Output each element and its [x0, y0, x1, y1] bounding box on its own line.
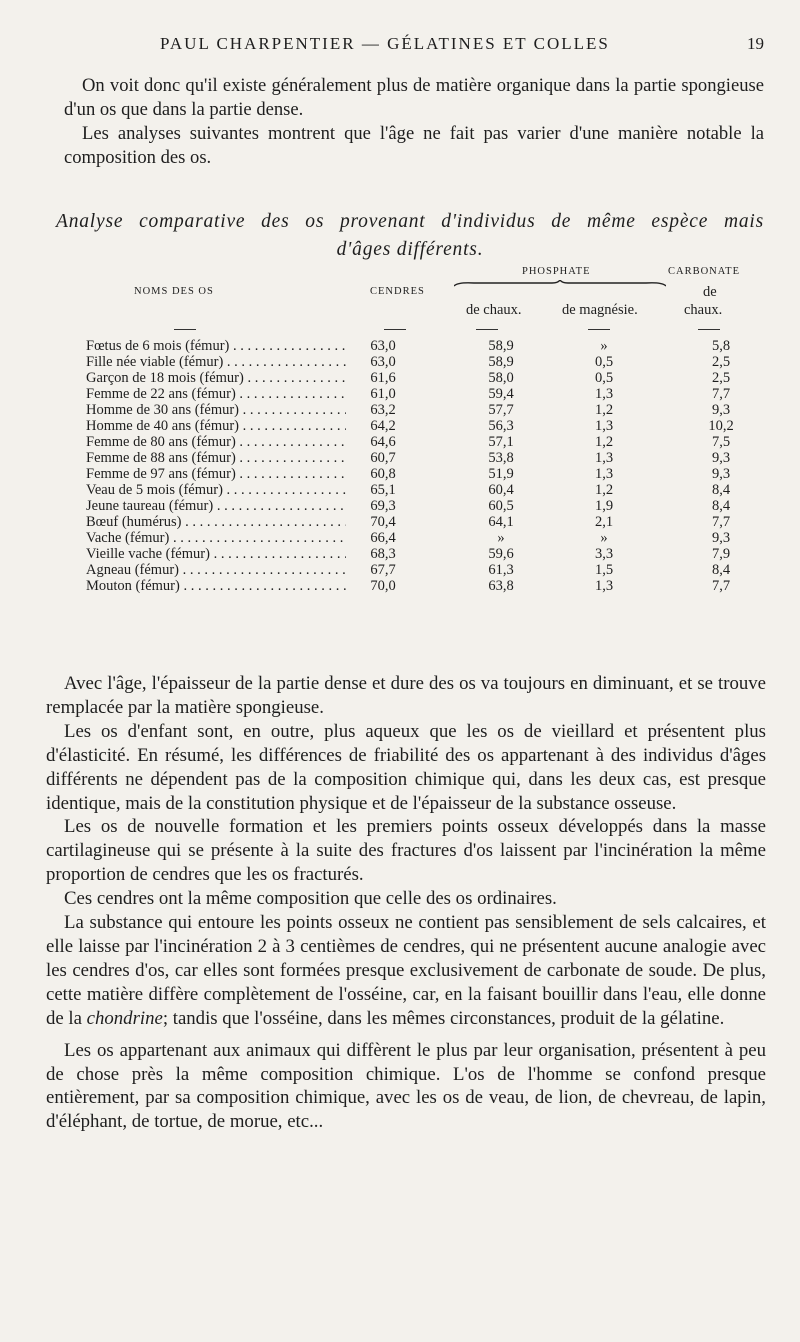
cell-cendres: 61,0	[370, 386, 396, 402]
caption-line-2: d'âges différents.	[336, 239, 484, 260]
table-row	[86, 402, 766, 418]
paragraph-1: Avec l'âge, l'épaisseur de la partie dense et dure des os va toujours en diminuant, et se trouve remplacée par la matière spongieuse.	[46, 673, 766, 718]
bone-name: Vache (fémur) . . .	[86, 530, 346, 546]
cell-phos-chaux: 53,8	[488, 450, 514, 466]
cell-phos-magnesie: 1,9	[594, 498, 614, 514]
cell-phos-chaux: 58,9	[488, 354, 514, 370]
intro-paragraph-2: Les analyses suivantes montrent que l'âge ne fait pas varier d'une manière notable la composition des os.	[64, 123, 764, 168]
header-noms: NOMS DES OS	[134, 286, 214, 297]
subheader-chaux: de chaux.	[466, 302, 522, 318]
cell-carbonate: 7,7	[711, 514, 731, 530]
bone-name: Veau de 5 mois (fémur) . . .	[86, 482, 346, 498]
cell-phos-magnesie: 3,3	[594, 546, 614, 562]
cell-carbonate: 8,4	[711, 562, 731, 578]
table-row	[86, 562, 766, 578]
table-row	[86, 418, 766, 434]
cell-phos-magnesie: »	[600, 338, 608, 354]
cell-carbonate: 2,5	[711, 354, 731, 370]
running-title: PAUL CHARPENTIER — GÉLATINES ET COLLES	[160, 34, 610, 53]
cell-carbonate: 9,3	[711, 530, 731, 546]
header-rule	[588, 329, 610, 330]
cell-phos-magnesie: 0,5	[594, 370, 614, 386]
table-row	[86, 514, 766, 530]
paragraph-2: Les os d'enfant sont, en outre, plus aqueux que les os de vieillard et présentent plus d'élasticité. En résumé, les différences de friabilité des os appartenant à des individus d'âges différents ne dépendent pas de la composition chimique qui, dans les deux cas, est presque identique, mais de la constitution physique et de l'épaisseur de la substance osseuse.	[46, 720, 766, 814]
intro-paragraph-1: On voit donc qu'il existe généralement plus de matière organique dans la partie spongieuse d'un os que dans la partie dense.	[64, 75, 764, 120]
cell-cendres: 63,2	[370, 402, 396, 418]
table-row	[86, 530, 766, 546]
cell-phos-chaux: 59,6	[488, 546, 514, 562]
paragraph-6: Les os appartenant aux animaux qui diffèrent le plus par leur organisation, présentent à peu de chose près la même composition chimique. L'os de l'homme se confond presque entièrement, par sa composition chimique, avec les os de veau, de lion, de chevreau, de lapin, d'éléphant, de tortue, de morue, etc...	[46, 1039, 766, 1133]
cell-carbonate: 8,4	[711, 482, 731, 498]
paragraph-4: Ces cendres ont la même composition que celle des os ordinaires.	[64, 888, 557, 910]
cell-cendres: 70,0	[370, 578, 396, 594]
bone-name: Femme de 22 ans (fémur) . . .	[86, 386, 346, 402]
cell-cendres: 61,6	[370, 370, 396, 386]
bone-name: Homme de 40 ans (fémur) . . .	[86, 418, 346, 434]
cell-phos-chaux: 63,8	[488, 578, 514, 594]
cell-phos-magnesie: 1,2	[594, 482, 614, 498]
cell-phos-chaux: 59,4	[488, 386, 514, 402]
paragraph-5-start: La substance qui entoure les points osseux ne contient pas sensiblement de sels calcaires, et elle laisse par l'incinération 2 à 3 centièmes de cendres, qui ne présentent aucune analogie avec les cendres d'os, car elles sont formées presque exclusivement de carbonate de soude. De plus, cette matière diffère complètement de l'osséine, car, en la faisant bouillir dans l'eau, elle donne de la	[46, 912, 766, 1029]
caption-line-1: Analyse comparative des os provenant d'individus de même espèce mais	[56, 211, 764, 232]
cell-carbonate: 9,3	[711, 402, 731, 418]
header-rule	[174, 329, 196, 330]
table-row	[86, 450, 766, 466]
bone-name: Fœtus de 6 mois (fémur) . . .	[86, 338, 346, 354]
bone-name: Mouton (fémur) . . .	[86, 578, 346, 594]
header-rule	[384, 329, 406, 330]
cell-phos-magnesie: 1,3	[594, 450, 614, 466]
cell-phos-chaux: 57,1	[488, 434, 514, 450]
cell-cendres: 66,4	[370, 530, 396, 546]
cell-phos-magnesie: 1,3	[594, 386, 614, 402]
cell-phos-magnesie: 2,1	[594, 514, 614, 530]
cell-carbonate: 9,3	[711, 450, 731, 466]
cell-phos-magnesie: 1,3	[594, 578, 614, 594]
header-carbonate-de: de	[703, 284, 717, 300]
bone-name: Homme de 30 ans (fémur) . . .	[86, 402, 346, 418]
cell-phos-chaux: 51,9	[488, 466, 514, 482]
cell-cendres: 68,3	[370, 546, 396, 562]
table-row	[86, 338, 766, 354]
table-row	[86, 546, 766, 562]
cell-carbonate: 8,4	[711, 498, 731, 514]
intro-text	[64, 74, 764, 170]
cell-carbonate: 2,5	[711, 370, 731, 386]
cell-phos-magnesie: 1,2	[594, 434, 614, 450]
cell-phos-chaux: 64,1	[488, 514, 514, 530]
paragraph-5	[46, 911, 766, 1031]
cell-cendres: 64,6	[370, 434, 396, 450]
table-caption	[56, 208, 764, 264]
cell-carbonate: 5,8	[711, 338, 731, 354]
cell-phos-chaux: 57,7	[488, 402, 514, 418]
table-row	[86, 578, 766, 594]
table-row	[86, 434, 766, 450]
table-body	[86, 338, 766, 594]
bone-name: Bœuf (humérus) . . .	[86, 514, 346, 530]
cell-cendres: 67,7	[370, 562, 396, 578]
subheader-carbonate-chaux: chaux.	[684, 302, 723, 318]
cell-carbonate: 7,9	[711, 546, 731, 562]
cell-cendres: 70,4	[370, 514, 396, 530]
bone-name: Jeune taureau (fémur) . . .	[86, 498, 346, 514]
bone-name: Femme de 88 ans (fémur) . . .	[86, 450, 346, 466]
cell-cendres: 69,3	[370, 498, 396, 514]
cell-phos-chaux: 60,4	[488, 482, 514, 498]
bone-name: Fille née viable (fémur) . . .	[86, 354, 346, 370]
table-row	[86, 466, 766, 482]
bone-name: Garçon de 18 mois (fémur) . . .	[86, 370, 346, 386]
cell-carbonate: 9,3	[711, 466, 731, 482]
cell-phos-magnesie: 1,3	[594, 418, 614, 434]
cell-phos-chaux: 58,9	[488, 338, 514, 354]
header-rule	[476, 329, 498, 330]
cell-cendres: 65,1	[370, 482, 396, 498]
table-row	[86, 354, 766, 370]
header-cendres: CENDRES	[370, 286, 425, 297]
cell-phos-chaux: 61,3	[488, 562, 514, 578]
bone-name: Vieille vache (fémur) . . .	[86, 546, 346, 562]
paragraph-3: Les os de nouvelle formation et les premiers points osseux développés dans la masse cartilagineuse qui se présente à la suite des fractures d'os laissent par l'incinération la même proportion de cendres que les os fracturés.	[46, 816, 766, 886]
header-carbonate: CARBONATE	[668, 266, 741, 277]
table-row	[86, 498, 766, 514]
table-row	[86, 386, 766, 402]
bone-name: Femme de 97 ans (fémur) . . .	[86, 466, 346, 482]
cell-phos-magnesie: 0,5	[594, 354, 614, 370]
cell-carbonate: 10,2	[708, 418, 734, 434]
chondrine-term: chondrine	[86, 1007, 163, 1029]
cell-carbonate: 7,5	[711, 434, 731, 450]
table-row	[86, 482, 766, 498]
cell-cendres: 64,2	[370, 418, 396, 434]
cell-cendres: 60,8	[370, 466, 396, 482]
body-text	[46, 672, 766, 1134]
cell-phos-chaux: »	[497, 530, 505, 546]
cell-phos-chaux: 60,5	[488, 498, 514, 514]
cell-carbonate: 7,7	[711, 386, 731, 402]
cell-cendres: 63,0	[370, 338, 396, 354]
cell-phos-magnesie: 1,5	[594, 562, 614, 578]
header-phosphate: PHOSPHATE	[522, 266, 591, 277]
cell-carbonate: 7,7	[711, 578, 731, 594]
bone-name: Femme de 80 ans (fémur) . . .	[86, 434, 346, 450]
running-header	[0, 34, 800, 58]
subheader-magnesie: de magnésie.	[562, 302, 638, 318]
cell-cendres: 60,7	[370, 450, 396, 466]
cell-cendres: 63,0	[370, 354, 396, 370]
cell-phos-magnesie: »	[600, 530, 608, 546]
page-number: 19	[747, 34, 764, 53]
paragraph-5-end: ; tandis que l'osséine, dans les mêmes circonstances, produit de la gélatine.	[162, 1007, 725, 1029]
header-rule	[698, 329, 720, 330]
table-row	[86, 370, 766, 386]
cell-phos-magnesie: 1,2	[594, 402, 614, 418]
phosphate-brace	[454, 280, 666, 288]
cell-phos-chaux: 56,3	[488, 418, 514, 434]
cell-phos-magnesie: 1,3	[594, 466, 614, 482]
bone-name: Agneau (fémur) . . .	[86, 562, 346, 578]
cell-phos-chaux: 58,0	[488, 370, 514, 386]
